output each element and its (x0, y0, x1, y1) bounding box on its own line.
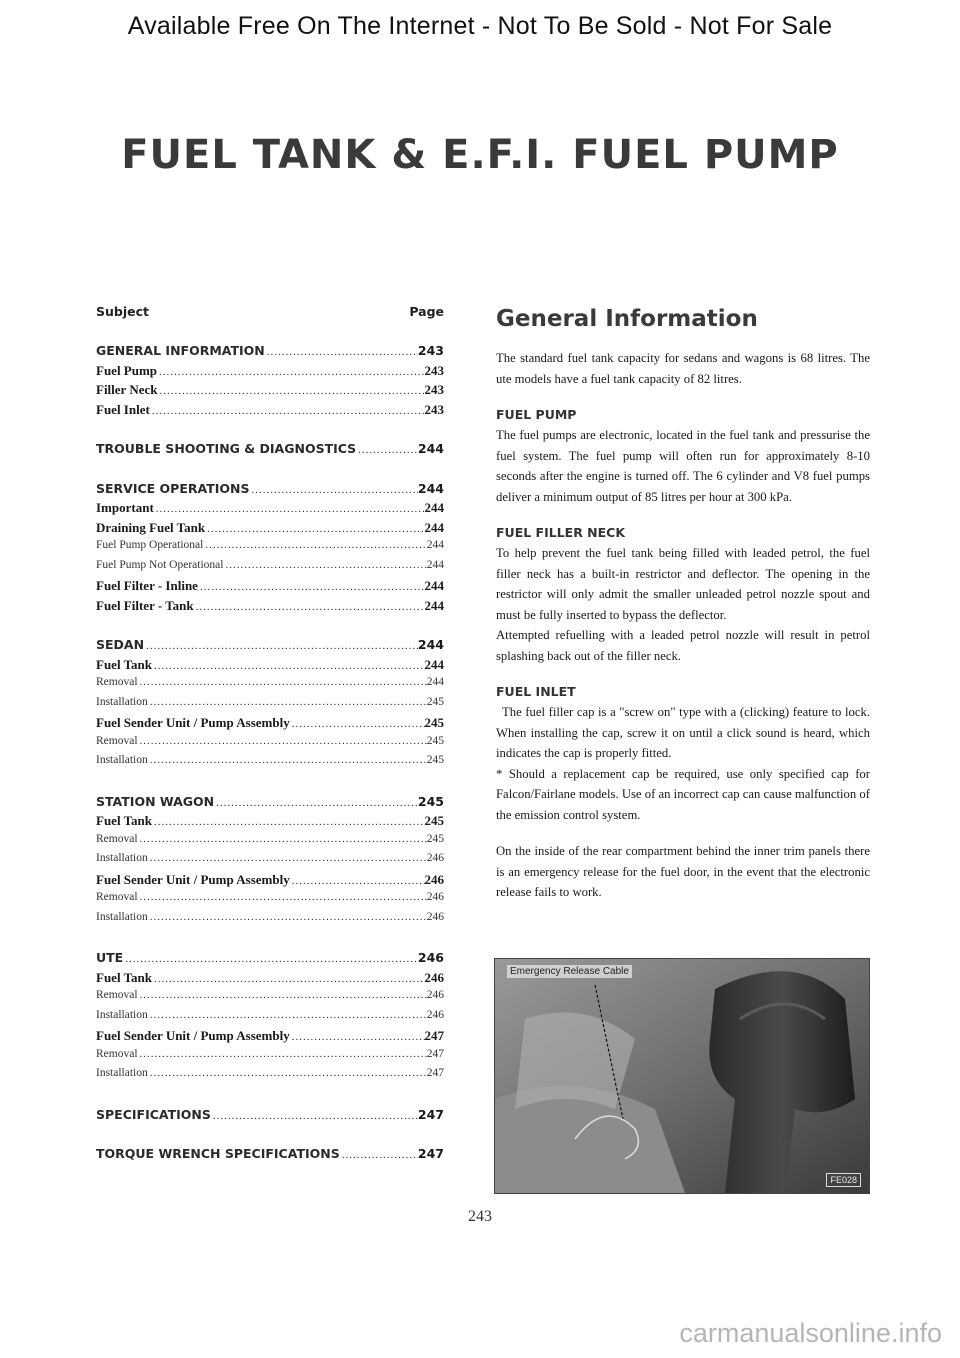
toc-entry-label: Fuel Filter - Inline (96, 578, 198, 593)
fuel-pump-paragraph: The fuel pumps are electronic, located in the fuel tank and pressurise the fuel system. The fuel pump will often run for approximately 8-10 seconds after the engine is turned off. The 6 cylinder and V8 fuel pumps deliver a minimum output of 85 litres per hour at 300 kPa. (496, 428, 870, 504)
toc-entry-label: Removal (96, 832, 138, 845)
toc-entry (96, 441, 444, 461)
toc-entry-page: 247 (417, 1146, 444, 1161)
toc-entry (96, 735, 444, 755)
toc-entry (96, 794, 444, 814)
fuel-pump-heading: FUEL PUMP (496, 407, 577, 422)
emergency-release-photo (494, 958, 870, 1194)
toc-entry-page: 246 (426, 910, 444, 923)
toc-entry (96, 696, 444, 716)
toc-entry (96, 637, 444, 657)
toc-entry (96, 1028, 444, 1048)
toc-entry-page: 246 (426, 989, 444, 1001)
toc-entry (96, 989, 444, 1009)
toc-entry (96, 754, 444, 774)
toc-entry (96, 657, 444, 677)
toc-entry-label: TORQUE WRENCH SPECIFICATIONS (96, 1146, 340, 1161)
fuel-inlet-heading: FUEL INLET (496, 684, 576, 699)
toc-entry-label: Draining Fuel Tank (96, 519, 206, 535)
toc-entry-label: Installation (96, 910, 148, 923)
toc-entry-page: 246 (426, 1008, 444, 1021)
toc-entry (96, 1107, 444, 1127)
toc-entry-label: Removal (96, 989, 138, 1001)
toc-leader-dots (290, 875, 425, 887)
toc-entry-page: 244 (424, 578, 444, 593)
toc-entry (96, 715, 444, 735)
toc-leader-dots (249, 484, 417, 496)
toc-entry-page: 245 (424, 715, 444, 730)
toc-entry-page: 244 (417, 441, 444, 456)
intro-paragraph: The standard fuel tank capacity for sedans and wagons is 68 litres. The ute models have a fuel tank capacity of 82 litres. (496, 351, 870, 386)
toc-entry-page: 246 (424, 871, 444, 887)
toc-entry-label: Installation (96, 1008, 148, 1021)
toc-entry-label: Removal (96, 734, 138, 747)
toc-entry-page: 244 (426, 558, 444, 571)
toc-entry (96, 539, 444, 559)
toc-entry-page: 243 (424, 401, 444, 417)
toc-entry-page: 246 (426, 852, 444, 864)
toc-leader-dots (148, 1067, 427, 1079)
toc-entry-page: 247 (426, 1047, 444, 1060)
toc-leader-dots (198, 581, 425, 593)
toc-entry-label: Fuel Tank (96, 969, 153, 985)
toc-leader-dots (290, 1031, 425, 1043)
toc-entry (96, 950, 444, 970)
toc-entry (96, 500, 444, 520)
toc-entry-label: Fuel Sender Unit / Pump Assembly (96, 1028, 290, 1043)
toc-entry-label: Fuel Inlet (96, 401, 150, 417)
toc-leader-dots (138, 833, 427, 845)
toc-entry-label: Fuel Pump Operational (96, 539, 204, 551)
toc-entry-page: 245 (426, 832, 444, 845)
toc-entry (96, 1048, 444, 1068)
trim-paragraph: On the inside of the rear compartment behind the inner trim panels there is an emergency release for the fuel door, in the event that the electronic release fails to work. (496, 844, 870, 899)
toc-entries (96, 343, 444, 1166)
toc-entry (96, 852, 444, 872)
toc-leader-dots (148, 852, 427, 864)
toc-entry-page: 244 (417, 637, 444, 652)
toc-page-label: Page (409, 304, 444, 319)
toc-entry-page: 244 (417, 480, 444, 496)
toc-leader-dots (265, 346, 418, 358)
toc-entry-page: 244 (424, 656, 444, 672)
photo-caption: Emergency Release Cable (507, 965, 632, 978)
toc-entry-label: Fuel Sender Unit / Pump Assembly (96, 715, 290, 730)
toc-entry-page: 245 (426, 754, 444, 766)
toc-entry-label: UTE (96, 950, 124, 965)
toc-entry-page: 245 (417, 793, 444, 809)
toc-leader-dots (154, 503, 425, 515)
toc-leader-dots (290, 718, 425, 730)
toc-entry-label: Removal (96, 676, 138, 688)
toc-gap (96, 1126, 444, 1146)
toc-gap (96, 930, 444, 950)
toc-leader-dots (157, 366, 424, 378)
toc-leader-dots (152, 816, 424, 828)
toc-entry-label: Fuel Sender Unit / Pump Assembly (96, 871, 290, 887)
toc-subject-label: Subject (96, 304, 149, 319)
toc-entry (96, 578, 444, 598)
toc-entry-label: Installation (96, 852, 148, 864)
toc-gap (96, 421, 444, 441)
toc-entry (96, 813, 444, 833)
toc-entry (96, 1067, 444, 1087)
toc-entry-label: Fuel Filter - Tank (96, 597, 194, 613)
toc-entry (96, 382, 444, 402)
filler-neck-heading: FUEL FILLER NECK (496, 525, 626, 540)
toc-entry (96, 402, 444, 422)
toc-leader-dots (148, 754, 427, 766)
general-information-column (484, 304, 870, 913)
toc-leader-dots (148, 911, 427, 923)
toc-entry-page: 245 (424, 813, 444, 828)
toc-entry (96, 833, 444, 853)
toc-entry (96, 970, 444, 990)
toc-entry-page: 244 (426, 676, 444, 688)
toc-leader-dots (340, 1149, 418, 1161)
toc-entry-page: 244 (426, 539, 444, 551)
toc-entry (96, 481, 444, 501)
toc-entry (96, 520, 444, 540)
toc-entry-label: Fuel Pump (96, 362, 158, 378)
toc-entry-label: Removal (96, 891, 138, 903)
toc-entry-page: 245 (426, 695, 444, 708)
toc-gap (96, 461, 444, 481)
photo-illustration (495, 959, 869, 1193)
fuel-inlet-paragraph: The fuel filler cap is a "screw on" type with a (clicking) feature to lock. When installing the cap, screw it on until a click sound is heard, which indicates the cap is properly fitted. (496, 705, 870, 760)
table-of-contents (96, 304, 444, 1166)
toc-entry-label: SEDAN (96, 637, 145, 652)
toc-leader-dots (144, 640, 418, 652)
toc-entry (96, 343, 444, 363)
toc-entry (96, 911, 444, 931)
toc-entry-label: Fuel Pump Not Operational (96, 558, 224, 571)
toc-entry-label: Installation (96, 1067, 148, 1079)
toc-gap (96, 774, 444, 794)
toc-leader-dots (214, 797, 418, 809)
toc-entry-page: 243 (424, 382, 444, 397)
toc-entry-page: 244 (424, 500, 444, 515)
toc-entry-page: 243 (424, 362, 444, 378)
toc-entry-label: Installation (96, 754, 148, 766)
toc-entry-label: GENERAL INFORMATION (96, 343, 265, 358)
toc-leader-dots (211, 1110, 418, 1122)
toc-entry-page: 247 (424, 1028, 444, 1043)
toc-entry-label: SPECIFICATIONS (96, 1106, 211, 1122)
toc-entry (96, 363, 444, 383)
toc-entry-page: 244 (424, 519, 444, 535)
toc-leader-dots (138, 735, 427, 747)
toc-leader-dots (194, 601, 425, 613)
toc-entry (96, 559, 444, 579)
toc-entry-page: 246 (424, 969, 444, 985)
toc-entry-label: STATION WAGON (96, 793, 215, 809)
toc-entry (96, 598, 444, 618)
toc-leader-dots (138, 1048, 427, 1060)
page-number: 243 (468, 1208, 492, 1225)
toc-entry-label: Installation (96, 695, 148, 708)
toc-entry (96, 1146, 444, 1166)
footer-site: carmanualsonline.info (679, 1318, 942, 1348)
toc-entry-page: 246 (417, 950, 444, 965)
toc-entry-page: 247 (417, 1106, 444, 1122)
toc-leader-dots (223, 559, 426, 571)
toc-entry-label: SERVICE OPERATIONS (96, 480, 250, 496)
toc-entry-page: 245 (426, 734, 444, 747)
toc-entry-label: Removal (96, 1047, 138, 1060)
photo-code: FE028 (826, 1173, 861, 1187)
toc-entry-page: 246 (426, 891, 444, 903)
filler-neck-paragraph-2: Attempted refuelling with a leaded petrol nozzle will result in petrol splashing back out of the filler neck. (496, 628, 870, 663)
toc-gap (96, 1087, 444, 1107)
general-information-heading: General Information (496, 306, 758, 332)
toc-entry-label: Fuel Tank (96, 813, 153, 828)
toc-entry (96, 676, 444, 696)
toc-entry (96, 872, 444, 892)
toc-leader-dots (205, 523, 424, 535)
toc-leader-dots (203, 539, 426, 551)
toc-entry-label: Important (96, 500, 154, 515)
toc-entry (96, 1009, 444, 1029)
toc-leader-dots (356, 444, 418, 456)
toc-leader-dots (148, 1009, 427, 1021)
toc-entry-page: 243 (417, 343, 444, 358)
toc-leader-dots (158, 385, 425, 397)
toc-leader-dots (152, 660, 424, 672)
toc-header (96, 304, 444, 319)
toc-entry-label: TROUBLE SHOOTING & DIAGNOSTICS (96, 441, 357, 456)
toc-leader-dots (123, 953, 418, 965)
toc-gap (96, 617, 444, 637)
toc-entry-label: Filler Neck (96, 382, 158, 397)
fuel-inlet-note: * Should a replacement cap be required, use only specified cap for Falcon/Fairlane models. Use of an incorrect cap can cause malfunction of the emission control system. (496, 766, 870, 822)
toc-entry-page: 247 (426, 1067, 444, 1079)
page-title: FUEL TANK & E.F.I. FUEL PUMP (121, 132, 839, 178)
toc-leader-dots (138, 989, 427, 1001)
filler-neck-paragraph: To help prevent the fuel tank being filled with leaded petrol, the fuel filler neck has a built-in restrictor and deflector. The opening in the restrictor will only admit the smaller unleaded petrol nozzle spout and must be fully inserted to bypass the deflector. (496, 546, 870, 622)
toc-leader-dots (150, 405, 425, 417)
toc-entry (96, 891, 444, 911)
watermark-banner: Available Free On The Internet - Not To Be Sold - Not For Sale (127, 12, 833, 40)
toc-leader-dots (138, 676, 427, 688)
toc-leader-dots (148, 696, 427, 708)
toc-leader-dots (138, 891, 427, 903)
toc-leader-dots (152, 973, 424, 985)
toc-entry-page: 244 (424, 597, 444, 613)
toc-entry-label: Fuel Tank (96, 656, 153, 672)
